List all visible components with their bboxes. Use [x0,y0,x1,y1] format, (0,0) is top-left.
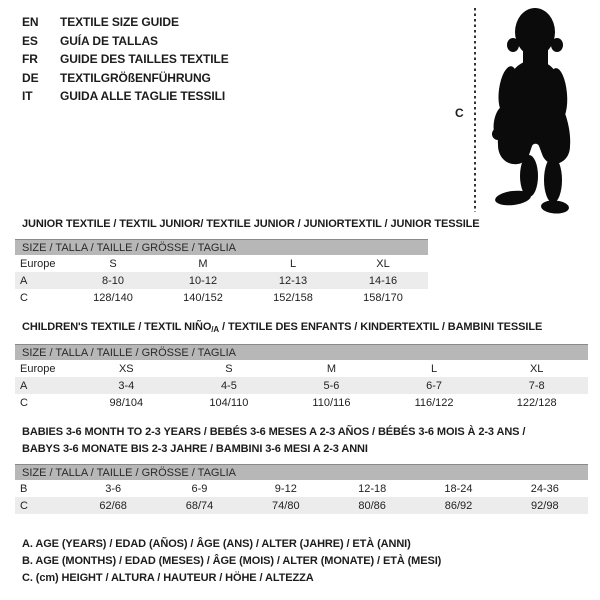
size-value-cell: 14-16 [338,272,428,289]
size-value-cell: 158/170 [363,291,403,304]
size-value-cell: 152/158 [273,291,313,304]
section-title-line: BABYS 3-6 MONATE BIS 2-3 JAHRE / BAMBINI 3-6 MESI A 2-3 ANNI [22,442,368,455]
language-code: DE [22,70,39,85]
size-value-cell: S [225,362,233,375]
size-value-cell: M [198,257,208,270]
section-title-line: CHILDREN'S TEXTILE / TEXTIL $NIÑO_{/A}$ / TEXTILE DES ENFANTS / KINDERTEXTIL / BAMBINI TESSILE [22,321,543,334]
size-value-cell: 74/80 [243,497,329,514]
language-label: TEXTILE SIZE GUIDE [60,15,179,29]
size-value-cell: 7-8 [485,377,588,394]
row-label-cell: C [20,291,28,304]
legend-note-line: C. (cm) HEIGHT / ALTURA / HAUTEUR / HÖHE / ALTEZZA [22,572,314,585]
language-row-en [22,13,229,32]
legend-note-line: A. AGE (YEARS) / EDAD (AÑOS) / ÂGE (ANS) / ALTER (JAHRE) / ETÀ (ANNI) [22,538,411,550]
language-label: GUÍA DE TALLAS [60,33,158,48]
language-row-fr [22,50,229,69]
table-row [15,255,428,272]
size-value-cell: 86/92 [415,497,501,514]
size-value-cell: S [109,257,117,270]
size-value-cell: 12-18 [358,482,387,495]
size-table-children [15,344,588,411]
row-label-cell: Europe [20,257,56,270]
size-value-cell: 5-6 [280,377,383,394]
table-row [15,377,588,394]
language-title-list [22,13,229,106]
size-value-cell: 9-12 [274,482,297,495]
language-label: GUIDE DES TAILLES TEXTILE [60,52,229,67]
legend-note-line: B. AGE (MONTHS) / EDAD (MESES) / ÂGE (MOIS) / ALTER (MONATE) / ETÀ (MESI) [22,555,442,568]
section-title-babies [22,424,525,457]
size-value-cell: 140/152 [183,291,223,304]
size-table-junior [15,239,428,306]
size-value-cell: 116/122 [414,396,454,409]
height-measure-dotted-line [474,8,476,212]
size-value-cell: 68/74 [156,497,242,514]
table-row [15,289,428,306]
toddler-silhouette-image [483,4,587,216]
size-value-cell: 62/68 [70,497,156,514]
language-row-de [22,69,229,88]
language-code: ES [22,33,38,48]
size-value-cell: 6-9 [191,482,208,495]
size-value-cell: 128/140 [93,291,133,304]
size-value-cell: 98/104 [109,396,144,409]
size-value-cell: XL [529,362,544,375]
row-label-cell: B [20,482,28,495]
section-title-line: BABIES 3-6 MONTH TO 2-3 YEARS / BEBÉS 3-6 MESES A 2-3 AÑOS / BÉBÉS 3-6 MOIS À 2-3 ANS / [22,426,526,438]
size-value-cell: 110/116 [312,396,351,409]
table-row [15,497,588,514]
language-code: FR [22,52,38,67]
size-value-cell: 3-6 [105,482,122,495]
size-value-cell: 6-7 [383,377,486,394]
row-label-cell: Europe [20,362,56,375]
size-header-bar: SIZE / TALLA / TAILLE / GRÖSSE / TAGLIA [15,345,588,361]
section-title-junior [22,216,480,233]
size-value-cell: M [326,362,337,375]
size-header-bar: SIZE / TALLA / TAILLE / GRÖSSE / TAGLIA [15,240,428,256]
size-value-cell: 8-10 [68,272,158,289]
table-row [15,394,588,411]
size-value-cell: 18-24 [444,482,473,495]
table-row [15,480,588,497]
size-header-bar: SIZE / TALLA / TAILLE / GRÖSSE / TAGLIA [15,465,588,481]
size-value-cell: L [431,362,438,375]
size-value-cell: 4-5 [178,377,281,394]
language-label: TEXTILGRÖßENFÜHRUNG [60,70,211,85]
size-value-cell: 80/86 [329,497,415,514]
table-row [15,360,588,377]
measure-label-c: C [455,106,464,120]
section-title-line: JUNIOR TEXTILE / TEXTIL JUNIOR/ TEXTILE JUNIOR / JUNIORTEXTIL / JUNIOR TESSILE [22,218,480,230]
row-label-cell: A [15,272,68,289]
size-value-cell: L [289,257,297,270]
language-code: EN [22,15,39,29]
table-row [15,272,428,289]
row-label-cell: C [15,497,70,514]
size-value-cell: XL [376,257,390,270]
size-value-cell: 12-13 [248,272,338,289]
size-value-cell: 104/110 [209,396,249,409]
size-table-babies [15,464,588,514]
language-code: IT [22,89,33,104]
language-row-es [22,32,229,51]
size-value-cell: 122/128 [516,396,557,409]
language-row-it [22,87,229,106]
size-value-cell: 24-36 [530,482,559,495]
language-label: GUIDA ALLE TAGLIE TESSILI [60,89,226,104]
size-value-cell: XS [118,362,134,375]
legend-notes [22,536,441,588]
row-label-cell: C [20,396,28,409]
row-label-cell: A [15,377,75,394]
size-value-cell: 3-4 [75,377,178,394]
section-title-children [22,319,542,339]
size-value-cell: 92/98 [502,497,588,514]
size-value-cell: 10-12 [158,272,248,289]
